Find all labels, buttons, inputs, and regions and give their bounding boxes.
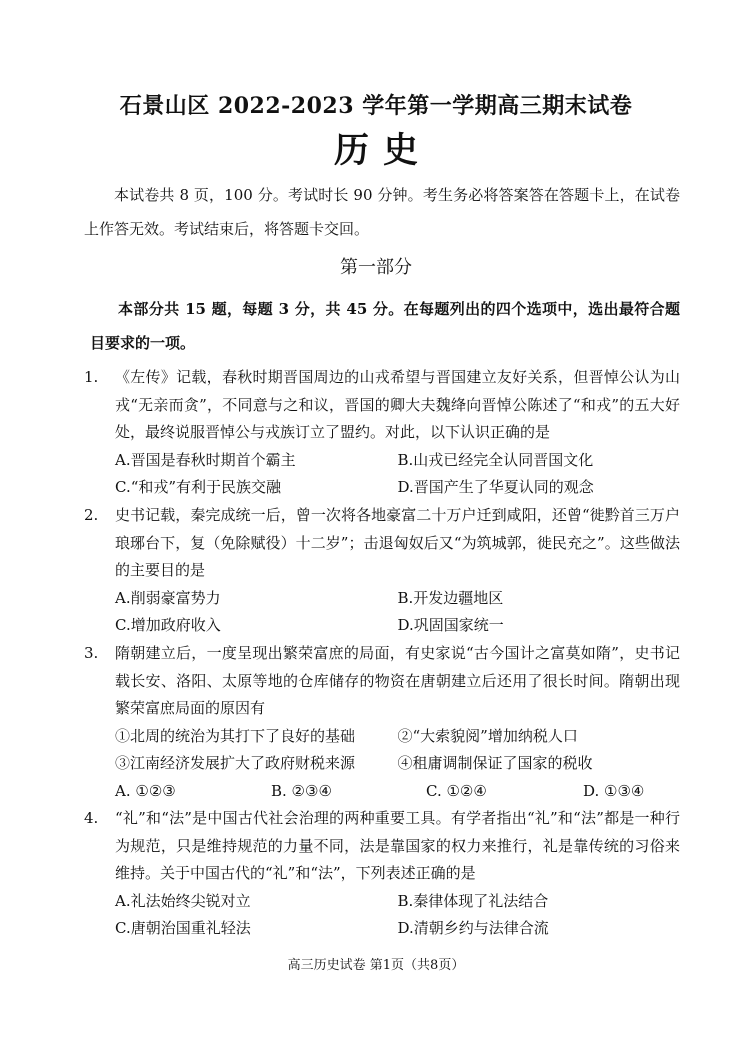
option-a: A.削弱豪富势力 bbox=[115, 588, 221, 607]
option-b: B. ②③④ bbox=[271, 781, 332, 800]
question-number: 3. bbox=[84, 644, 99, 662]
question-stem: 《左传》记载，春秋时期晋国周边的山戎希望与晋国建立友好关系，但晋悼公认为山戎“无亲而贪”，不同意与之和议，晋国的卿大夫魏绛向晋悼公陈述了“和戎”的五大好处，最终说服晋悼公与戎族订立了盟约。对此，以下认识正确的是 bbox=[115, 368, 680, 441]
option-a: A.礼法始终尖锐对立 bbox=[115, 891, 251, 910]
statement-row bbox=[115, 723, 680, 751]
page-footer: 高三历史试卷 第1页（共8页） bbox=[287, 958, 465, 973]
exam-intro: 本试卷共 8 页，100 分。考试时长 90 分钟。考生务必将答案答在答题卡上，在试卷上作答无效。考试结束后，将答题卡交回。 bbox=[84, 186, 680, 238]
statement-2: ②“大索貌阅”增加纳税人口 bbox=[397, 726, 578, 745]
statement-4: ④租庸调制保证了国家的税收 bbox=[397, 754, 593, 772]
subject-title: 历史 bbox=[333, 130, 432, 171]
option-b: B.山戎已经完全认同晋国文化 bbox=[397, 450, 594, 469]
option-c: C.唐朝治国重礼轻法 bbox=[115, 919, 251, 937]
option-row bbox=[115, 778, 680, 806]
option-d: D.晋国产生了华夏认同的观念 bbox=[397, 478, 594, 496]
question-1 bbox=[84, 364, 680, 502]
option-row bbox=[115, 447, 680, 475]
option-c: C.“和戎”有利于民族交融 bbox=[115, 478, 282, 496]
statement-3: ③江南经济发展扩大了政府财税来源 bbox=[115, 754, 356, 772]
question-stem: 史书记载，秦完成统一后，曾一次将各地豪富二十万户迁到咸阳，还曾“徙黔首三万户琅琊台下，复（免除赋役）十二岁”；击退匈奴后又“为筑城郭，徙民充之”。这些做法的主要目的是 bbox=[115, 506, 680, 579]
question-number: 1. bbox=[84, 368, 99, 386]
question-stem: 隋朝建立后，一度呈现出繁荣富庶的局面，有史家说“古今国计之富莫如隋”，史书记载长安、洛阳、太原等地的仓库储存的物资在唐朝建立后还用了很长时间。隋朝出现繁荣富庶局面的原因有 bbox=[115, 644, 680, 717]
option-row bbox=[115, 888, 680, 916]
option-b: B.秦律体现了礼法结合 bbox=[397, 891, 549, 910]
question-number: 4. bbox=[84, 809, 99, 827]
option-a: A.晋国是春秋时期首个霸主 bbox=[115, 450, 296, 469]
option-d: D.巩固国家统一 bbox=[397, 616, 504, 634]
question-number: 2. bbox=[84, 506, 99, 524]
question-stem: “礼”和“法”是中国古代社会治理的两种重要工具。有学者指出“礼”和“法”都是一种行为规范，只是维持规范的力量不同，法是靠国家的权力来推行，礼是靠传统的习俗来维持。关于中国古代的“礼”和“法”，下列表述正确的是 bbox=[115, 809, 680, 882]
option-c: C. ①②④ bbox=[426, 781, 487, 800]
option-b: B.开发边疆地区 bbox=[397, 588, 504, 607]
exam-title: 石景山区 2022-2023 学年第一学期高三期末试卷 bbox=[119, 93, 633, 119]
option-row bbox=[115, 612, 680, 640]
option-a: A. ①②③ bbox=[115, 781, 176, 800]
statement-1: ①北周的统治为其打下了良好的基础 bbox=[115, 726, 356, 745]
option-row bbox=[115, 585, 680, 613]
question-4 bbox=[84, 805, 680, 943]
section-title: 第一部分 bbox=[340, 257, 412, 278]
option-row bbox=[115, 474, 680, 502]
option-d: D.清朝乡约与法律合流 bbox=[397, 919, 549, 937]
question-3 bbox=[84, 640, 680, 805]
option-c: C.增加政府收入 bbox=[115, 616, 221, 634]
section-instructions: 本部分共 15 题，每题 3 分，共 45 分。在每题列出的四个选项中，选出最符合题目要求的一项。 bbox=[90, 300, 680, 352]
option-row bbox=[115, 915, 680, 943]
option-d: D. ①③④ bbox=[583, 781, 645, 800]
question-2 bbox=[84, 502, 680, 640]
statement-row bbox=[115, 750, 680, 778]
